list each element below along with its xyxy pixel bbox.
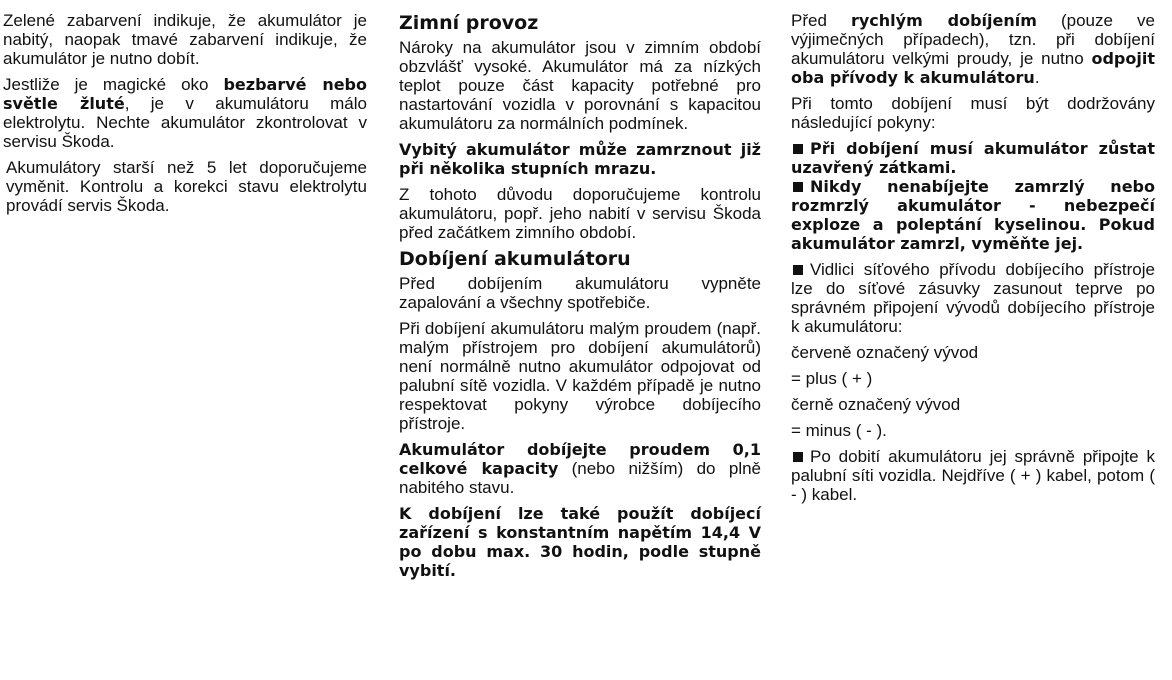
paragraph-winter-demands: Nároky na akumulátor jsou v zimním období obzvlášť vysoké. Akumulátor má za nízkých teplot pouze část kapacity potřebné pro nastartování vozidla v porovnání s kapacitou akumulátoru za normálních podmínek. [399,38,761,133]
paragraph-magic-eye-green: Zelené zabarvení indikuje, že akumulátor je nabitý, naopak tmavé zabarvení indikuje, že akumulátor je nutno dobít. [3,11,367,68]
bullet-text: Při dobíjení musí akumulátor zůstat uzavřený zátkami. [791,139,1155,177]
paragraph-instructions-intro: Při tomto dobíjení musí být dodržovány následující pokyny: [791,94,1155,132]
heading-battery-charging: Dobíjení akumulátoru [399,248,631,270]
paragraph-fast-charging [791,11,1155,87]
bold-span: bezbarvé nebo světle žluté [3,75,367,113]
bold-span: odpojit oba přívody k akumulátoru [791,49,1155,87]
column-1 [3,11,367,222]
heading-winter-operation: Zimní provoz [399,12,539,34]
square-bullet-icon [793,265,803,275]
square-bullet-icon [793,452,803,462]
text-span: Před [791,11,851,30]
column-3 [791,11,1155,511]
paragraph-magic-eye-yellow [3,75,367,151]
bold-span: rychlým dobíjením [850,11,1037,30]
bullet-closed-plugs [791,139,1155,177]
paragraph-winter-check: Z tohoto důvodu doporučujeme kontrolu akumulátoru, popř. jeho nabití v servisu Škoda před začátkem zimního období. [399,185,761,242]
terminal-red-label: červeně označený vývod [791,343,979,362]
paragraph-charge-current [399,440,761,497]
warning-freeze: Vybitý akumulátor může zamrznout již při několika stupních mrazu. [399,140,761,178]
bullet-reconnect [791,447,1155,504]
bullet-text: Po dobití akumulátoru jej správně připojte k palubní síti vozidla. Nejdříve ( + ) kabel, potom ( - ) kabel. [791,447,1155,504]
terminal-red-value: = plus ( + ) [791,369,873,388]
square-bullet-icon [793,182,803,192]
terminal-black-value: = minus ( - ). [791,421,887,440]
text-span: (pouze ve výjimečných případech), tzn. při dobíjení akumulátoru velkými proudy, je nutno [791,11,1155,68]
bullet-text: Vidlici síťového přívodu dobíjecího přístroje lze do síťové zásuvky zasunout teprve po správném připojení vývodů dobíjecího přístroje k akumulátoru: [791,260,1155,336]
text-span: (nebo nižším) do plně nabitého stavu. [399,459,761,497]
square-bullet-icon [793,144,803,154]
text-span: . [1034,68,1040,87]
text-span: Jestliže je magické oko [3,75,224,94]
paragraph-switch-off: Před dobíjením akumulátoru vypněte zapalování a všechny spotřebiče. [399,274,761,312]
note-constant-voltage: K dobíjení lze také použít dobíjecí zařízení s konstantním napětím 14,4 V po dobu max. 30 hodin, podle stupně vybití. [399,504,761,580]
column-2 [399,11,761,587]
bullet-text: Nikdy nenabíjejte zamrzlý nebo rozmrzlý akumulátor - nebezpečí exploze a poleptání kyselinou. Pokud akumulátor zamrzl, vyměňte jej. [791,177,1155,253]
bullet-frozen-warning [791,177,1155,253]
bold-span: Akumulátor dobíjejte proudem 0,1 celkové kapacity [399,440,761,478]
paragraph-battery-age: Akumulátory starší než 5 let doporučujeme vyměnit. Kontrolu a korekci stavu elektrolytu provádí servis Škoda. [6,158,367,215]
paragraph-small-current: Při dobíjení akumulátoru malým proudem (např. malým přístrojem pro dobíjení akumulátorů) není normálně nutno akumulátor odpojovat od palubní sítě vozidla. V každém případě je nutno respektovat pokyny výrobce dobíjecího přístroje. [399,319,761,433]
terminal-black-label: černě označený vývod [791,395,961,414]
bullet-plug-connection [791,260,1155,336]
text-span: , je v akumulátoru málo elektrolytu. Nechte akumulátor zkontrolovat v servisu Škoda. [3,94,367,151]
